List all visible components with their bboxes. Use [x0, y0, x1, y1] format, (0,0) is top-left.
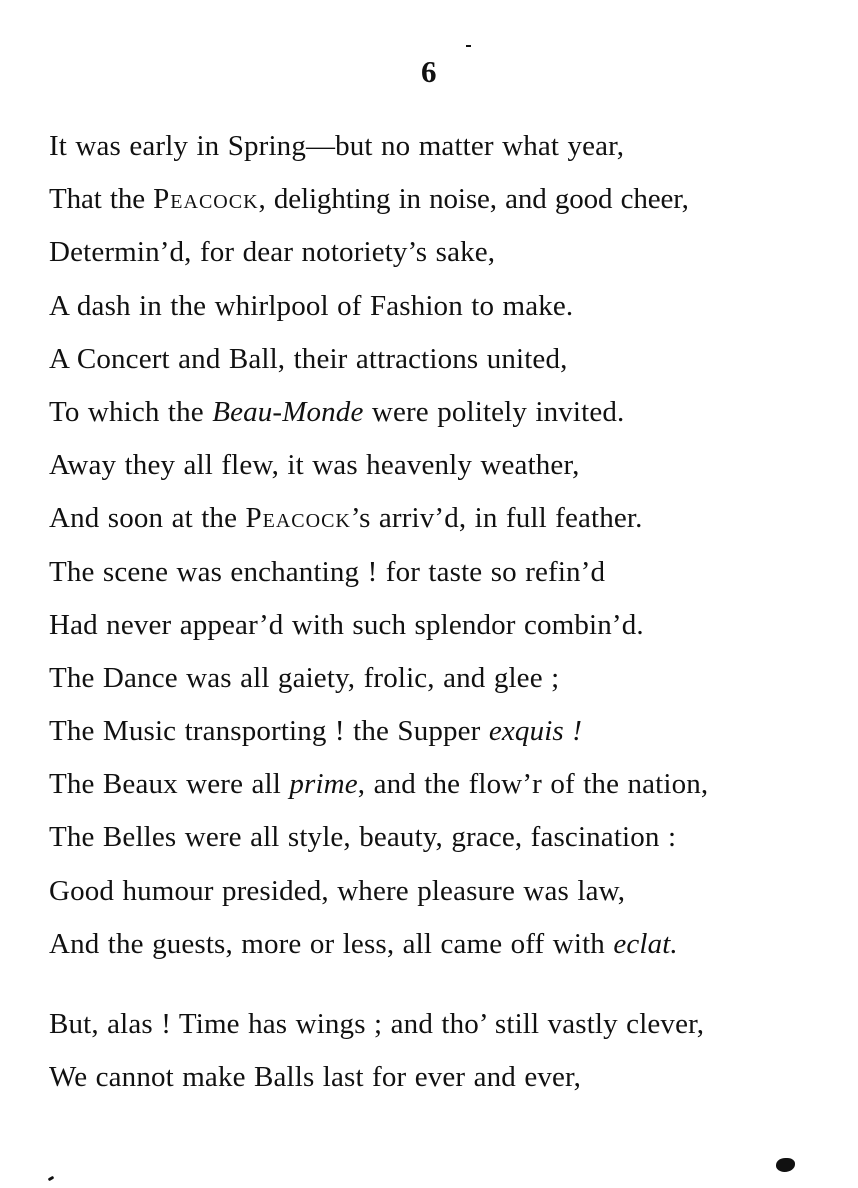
line-text: The scene was enchanting ! for taste so refin’d	[49, 555, 606, 588]
line-text: But, alas ! Time has wings ; and tho’ still vastly clever,	[49, 1008, 705, 1040]
poem-line	[49, 656, 839, 709]
stanza-second	[49, 1002, 839, 1108]
line-text: We cannot make Balls last for ever and ever,	[49, 1061, 582, 1094]
poem-line	[49, 869, 839, 922]
poem-line	[49, 443, 839, 496]
italic-phrase: eclat.	[613, 927, 678, 960]
line-text: Had never appear’d with such splendor combin’d.	[49, 608, 644, 641]
italic-phrase: prime	[289, 768, 358, 801]
line-text: That the	[49, 183, 154, 216]
poem-line	[49, 603, 839, 656]
line-text: , and the flow’r of the nation,	[357, 768, 709, 801]
line-text: To which the	[49, 395, 213, 428]
line-text: , delighting in noise, and good cheer,	[258, 183, 689, 216]
line-text: A Concert and Ball, their attractions united,	[49, 342, 568, 375]
line-text: The Music transporting ! the Supper	[49, 715, 489, 748]
italic-phrase: exquis !	[488, 715, 583, 748]
poem-line	[49, 337, 839, 390]
poem-line	[49, 1055, 839, 1108]
poem-line	[49, 230, 839, 283]
italic-phrase: Beau-Monde	[212, 395, 364, 428]
stanza-first	[49, 124, 839, 975]
line-text: And the guests, more or less, all came off with	[49, 927, 614, 960]
poem-line	[49, 1002, 839, 1055]
poem-line	[49, 177, 839, 230]
poem-line	[49, 496, 839, 549]
page-number: 6	[421, 54, 437, 89]
ink-blot-mark	[776, 1158, 795, 1172]
line-text: And soon at the	[49, 502, 246, 535]
line-text: A dash in the whirlpool of Fashion to make.	[49, 289, 574, 322]
poem-line	[49, 922, 839, 975]
line-text: The Beaux were all	[49, 768, 290, 801]
poem-line	[49, 762, 839, 815]
line-text: It was early in Spring—but no matter what year,	[49, 130, 625, 162]
poem-line	[49, 284, 839, 337]
poem-line	[49, 815, 839, 868]
small-caps-name: Peacock	[153, 183, 259, 216]
ink-fleck-mark	[48, 1176, 55, 1182]
poem-line	[49, 390, 839, 443]
line-text: Good humour presided, where pleasure was law,	[49, 874, 626, 907]
line-text: were politely invited.	[363, 395, 625, 428]
ink-tick-mark	[466, 45, 471, 47]
line-text: ’s arriv’d, in full feather.	[350, 502, 643, 535]
line-text: The Dance was all gaiety, frolic, and glee ;	[49, 661, 560, 694]
poem-line	[49, 550, 839, 603]
line-text: Determin’d, for dear notoriety’s sake,	[49, 236, 496, 269]
small-caps-name: Peacock	[245, 502, 351, 535]
poem-line	[49, 124, 839, 177]
line-text: Away they all flew, it was heavenly weather,	[49, 449, 580, 482]
poem-line	[49, 709, 839, 762]
line-text: The Belles were all style, beauty, grace, fascination :	[49, 821, 677, 854]
